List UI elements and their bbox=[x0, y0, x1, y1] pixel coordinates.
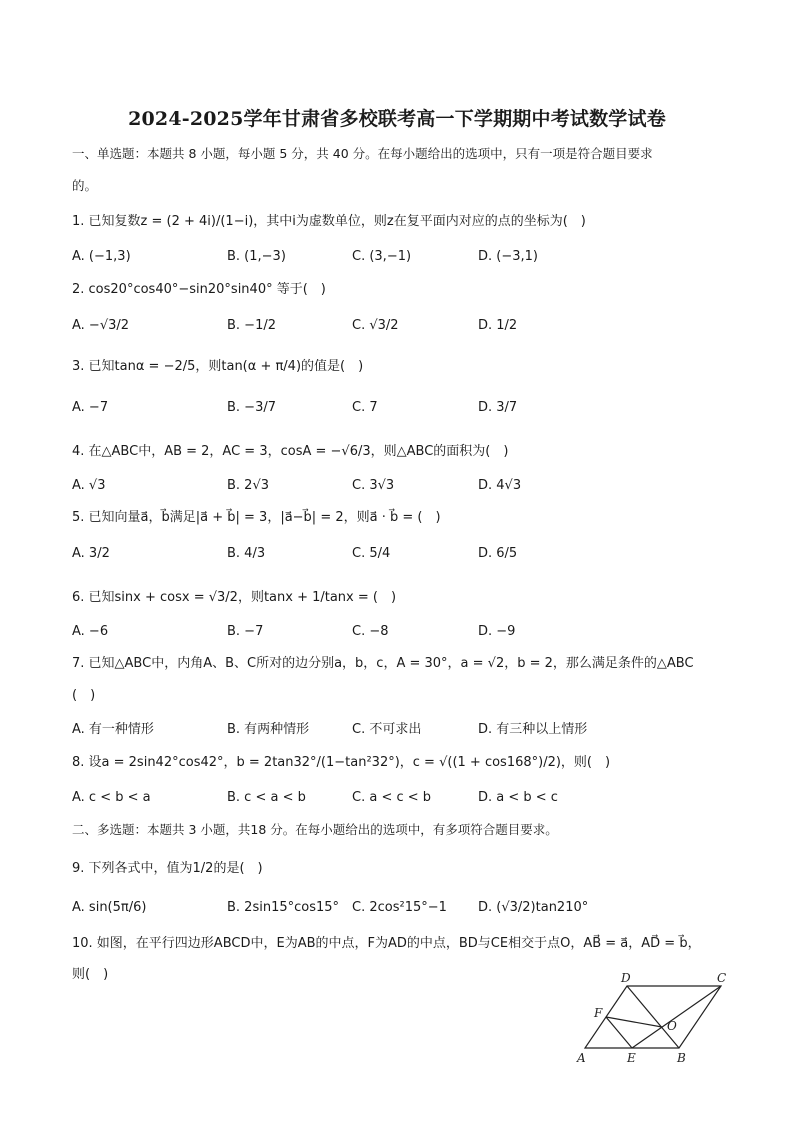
q8-option-d: D. a < b < c bbox=[478, 790, 558, 805]
q6-option-c: C. −8 bbox=[352, 624, 389, 639]
q7-option-b: B. 有两种情形 bbox=[227, 722, 310, 737]
question-7-stem: 7. 已知△ABC中，内角A、B、C所对的边分别a，b，c，A = 30°，a = √2，b = 2，那么满足条件的△ABC bbox=[72, 656, 694, 671]
question-6-stem: 6. 已知sinx + cosx = √3/2，则tanx + 1/tanx = ( ) bbox=[72, 590, 397, 605]
q7-option-c: C. 不可求出 bbox=[352, 722, 422, 737]
q2-option-d: D. 1/2 bbox=[478, 318, 518, 333]
q5-option-c: C. 5/4 bbox=[352, 546, 391, 561]
q6-option-b: B. −7 bbox=[227, 624, 264, 639]
question-9-stem: 9. 下列各式中，值为1/2的是( ) bbox=[72, 861, 263, 876]
q3-option-d: D. 3/7 bbox=[478, 400, 518, 415]
q8-option-b: B. c < a < b bbox=[227, 790, 306, 805]
q1-option-b: B. (1,−3) bbox=[227, 249, 286, 264]
q4-option-a: A. √3 bbox=[72, 478, 106, 493]
question-10-stem: 10. 如图，在平行四边形ABCD中，E为AB的中点，F为AD的中点，BD与CE相交于点O，AB⃗ = a⃗，AD⃗ = b⃗， bbox=[72, 936, 701, 951]
q9-option-a: A. sin(5π/6) bbox=[72, 900, 147, 915]
q5-option-d: D. 6/5 bbox=[478, 546, 518, 561]
q9-option-b: B. 2sin15°cos15° bbox=[227, 900, 340, 915]
label-c: C bbox=[717, 971, 727, 985]
label-a: A bbox=[577, 1051, 586, 1065]
question-3-stem: 3. 已知tanα = −2/5，则tan(α + π/4)的值是( ) bbox=[72, 359, 364, 374]
q1-option-a: A. (−1,3) bbox=[72, 249, 131, 264]
label-o: O bbox=[667, 1019, 677, 1033]
q7-option-d: D. 有三种以上情形 bbox=[478, 722, 588, 737]
section2-heading: 二、多选题：本题共 3 小题，共18 分。在每小题给出的选项中，有多项符合题目要求。 bbox=[72, 822, 558, 837]
q1-option-c: C. (3,−1) bbox=[352, 249, 412, 264]
segment-ce bbox=[632, 986, 721, 1048]
q9-option-c: C. 2cos²15°−1 bbox=[352, 900, 447, 915]
q6-option-d: D. −9 bbox=[478, 624, 516, 639]
section1-heading-line1: 一、单选题：本题共 8 小题，每小题 5 分，共 40 分。在每小题给出的选项中，只有一项是符合题目要求 bbox=[72, 146, 653, 161]
q7-option-a: A. 有一种情形 bbox=[72, 722, 154, 737]
q8-option-c: C. a < c < b bbox=[352, 790, 432, 805]
label-d: D bbox=[621, 971, 631, 985]
question-7-stem-cont: ( ) bbox=[72, 688, 96, 703]
question-2-stem: 2. cos20°cos40°−sin20°sin40° 等于( ) bbox=[72, 282, 326, 297]
q5-option-a: A. 3/2 bbox=[72, 546, 110, 561]
page-title: 2024-2025学年甘肃省多校联考高一下学期期中考试数学试卷 bbox=[128, 108, 666, 130]
question-4-stem: 4. 在△ABC中，AB = 2，AC = 3，cosA = −√6/3，则△ABC的面积为( ) bbox=[72, 444, 509, 459]
label-e: E bbox=[627, 1051, 636, 1065]
question-8-stem: 8. 设a = 2sin42°cos42°，b = 2tan32°/(1−tan²32°)，c = √((1 + cos168°)/2)，则( ) bbox=[72, 755, 611, 770]
q6-option-a: A. −6 bbox=[72, 624, 109, 639]
q9-option-d: D. (√3/2)tan210° bbox=[478, 900, 589, 915]
parallelogram-figure bbox=[575, 968, 735, 1068]
q8-option-a: A. c < b < a bbox=[72, 790, 151, 805]
segment-ef bbox=[606, 1017, 632, 1048]
q2-option-c: C. √3/2 bbox=[352, 318, 399, 333]
q4-option-b: B. 2√3 bbox=[227, 478, 270, 493]
q4-option-c: C. 3√3 bbox=[352, 478, 395, 493]
q2-option-a: A. −√3/2 bbox=[72, 318, 130, 333]
question-1-stem: 1. 已知复数z = (2 + 4i)/(1−i)，其中i为虚数单位，则z在复平面内对应的点的坐标为( ) bbox=[72, 214, 586, 229]
label-f: F bbox=[594, 1006, 603, 1020]
q1-option-d: D. (−3,1) bbox=[478, 249, 538, 264]
q2-option-b: B. −1/2 bbox=[227, 318, 276, 333]
q3-option-a: A. −7 bbox=[72, 400, 109, 415]
label-b: B bbox=[677, 1051, 686, 1065]
section1-heading-line2: 的。 bbox=[72, 178, 98, 193]
question-5-stem: 5. 已知向量a⃗，b⃗满足|a⃗ + b⃗| = 3，|a⃗−b⃗| = 2，则a⃗ · b⃗ = ( ) bbox=[72, 510, 441, 525]
question-10-stem-cont: 则( ) bbox=[72, 967, 109, 982]
diagonal-bd bbox=[627, 986, 679, 1048]
q5-option-b: B. 4/3 bbox=[227, 546, 266, 561]
q4-option-d: D. 4√3 bbox=[478, 478, 522, 493]
q3-option-b: B. −3/7 bbox=[227, 400, 276, 415]
q3-option-c: C. 7 bbox=[352, 400, 378, 415]
